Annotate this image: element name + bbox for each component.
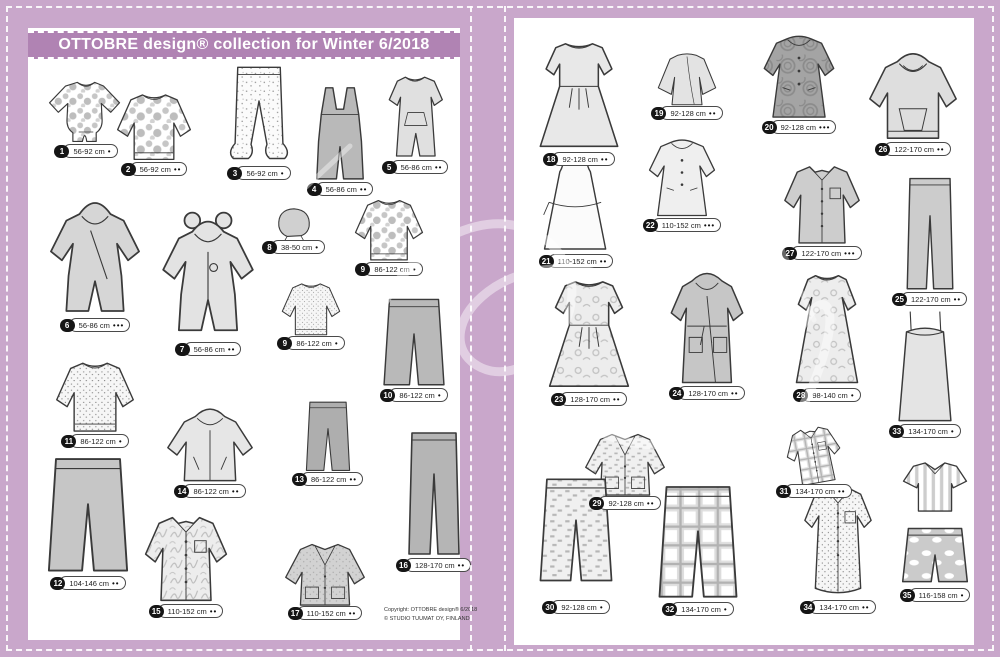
pattern-label (292, 472, 363, 486)
copyright-line-2: © STUDIO TUUMAT OY, FINLAND (384, 616, 470, 623)
pattern-label (396, 558, 471, 572)
size-range: 86-122 cm •• (301, 472, 363, 486)
size-range: 56-86 cm ••• (69, 318, 131, 332)
pattern-item-7 (152, 198, 264, 356)
pattern-label (539, 254, 614, 268)
pattern-item-18 (528, 38, 630, 166)
size-range: 134-170 cm • (898, 424, 960, 438)
pattern-number: 4 (307, 183, 322, 196)
size-range: 86-122 cm •• (183, 484, 245, 498)
pattern-label (875, 142, 950, 156)
difficulty-dots: •• (953, 294, 962, 304)
left-page (28, 28, 478, 640)
pattern-number: 3 (227, 167, 242, 180)
difficulty-dots: • (950, 426, 955, 436)
size-range: 56-86 cm •• (316, 182, 374, 196)
difficulty-dots: • (315, 242, 320, 252)
pattern-number: 7 (175, 343, 190, 356)
pattern-number: 9 (277, 337, 292, 350)
pattern-item-4 (300, 86, 380, 196)
pattern-label (61, 434, 128, 448)
size-range: 116-158 cm • (909, 588, 971, 602)
pajama-shorts-drawing (897, 520, 973, 592)
difficulty-dots: • (850, 390, 855, 400)
pattern-number: 20 (762, 121, 777, 134)
pattern-label (892, 292, 967, 306)
dungarees-drawing (300, 86, 380, 186)
pattern-label (800, 600, 875, 614)
bathrobe-drawing (650, 266, 764, 390)
difficulty-dots: • (960, 590, 965, 600)
bear-ear-overall-drawing (152, 198, 264, 346)
size-range: 86-122 cm • (286, 336, 344, 350)
difficulty-dots: • (334, 338, 339, 348)
size-range: 122-170 cm •• (901, 292, 967, 306)
copyright-notice (384, 606, 477, 625)
pattern-label (288, 606, 363, 620)
drawstring-pants-drawing (897, 174, 963, 296)
pattern-number: 15 (149, 605, 164, 618)
size-range: 86-122 cm • (364, 262, 422, 276)
size-range: 92-128 cm • (551, 600, 609, 614)
pattern-item-9-plain (256, 280, 366, 350)
slip-nightdress-drawing (886, 306, 964, 428)
header-banner (28, 31, 460, 59)
pattern-number: 1 (54, 145, 69, 158)
size-range: 92-128 cm ••• (771, 120, 837, 134)
hoodie-drawing (856, 44, 970, 146)
difficulty-dots: • (412, 264, 417, 274)
pattern-label (793, 388, 860, 402)
collection-title: OTTOBRE design® collection for Winter 6/2018 (58, 36, 430, 53)
pattern-label (277, 336, 344, 350)
pattern-item-24 (650, 266, 764, 400)
pattern-item-28 (774, 270, 880, 402)
difficulty-dots: •• (227, 344, 236, 354)
pattern-label (380, 388, 447, 402)
difficulty-dots: ••• (819, 122, 831, 132)
pattern-label (54, 144, 117, 158)
dotted-sweater-drawing (36, 358, 154, 438)
pattern-label (121, 162, 188, 176)
pattern-number: 31 (776, 485, 791, 498)
size-range: 104-146 cm •• (59, 576, 125, 590)
pattern-label (651, 106, 722, 120)
pattern-item-21 (532, 152, 620, 268)
pajama-pants-drawing (534, 458, 618, 604)
difficulty-dots: • (723, 604, 728, 614)
size-range: 56-92 cm • (236, 166, 290, 180)
pleated-dress-drawing (528, 38, 630, 156)
pattern-number: 14 (174, 485, 189, 498)
fleece-hooded-jacket-drawing (148, 400, 272, 488)
difficulty-dots: •• (838, 486, 846, 496)
pleated-pants-drawing (294, 398, 362, 476)
romper-drawing (372, 74, 458, 164)
wide-pants-drawing (374, 294, 454, 392)
pattern-item-23 (528, 276, 650, 406)
difficulty-dots: ••• (112, 320, 125, 330)
pattern-item-33 (886, 306, 964, 438)
pattern-label (175, 342, 242, 356)
pattern-number: 19 (651, 107, 666, 120)
pattern-item-9-printed (338, 196, 440, 276)
size-range: 86-122 cm • (389, 388, 447, 402)
pattern-item-16 (396, 428, 471, 572)
size-range: 110-152 cm ••• (652, 218, 721, 232)
pattern-label (900, 588, 971, 602)
difficulty-dots: •• (348, 608, 357, 618)
pajama-tshirt-drawing (894, 458, 976, 516)
sleeveless-dress-drawing (532, 152, 620, 258)
pattern-label (776, 484, 851, 498)
pattern-number: 9 (355, 263, 370, 276)
size-range: 56-92 cm •• (130, 162, 188, 176)
pattern-label (889, 424, 960, 438)
size-range: 134-170 cm •• (809, 600, 875, 614)
pattern-label (662, 602, 733, 616)
pattern-item-8 (262, 204, 325, 254)
size-range: 56-86 cm •• (391, 160, 449, 174)
pattern-label (50, 576, 125, 590)
size-range: 92-128 cm •• (598, 496, 660, 510)
pattern-label (782, 246, 861, 260)
size-range: 122-170 cm ••• (791, 246, 861, 260)
difficulty-dots: •• (173, 164, 182, 174)
flounce-dress-drawing (528, 276, 650, 396)
pattern-number: 29 (589, 497, 604, 510)
printed-sweatshirt-drawing (338, 196, 440, 266)
pattern-label (643, 218, 721, 232)
pattern-item-5 (372, 74, 458, 174)
size-range: 92-128 cm •• (660, 106, 722, 120)
pattern-item-17 (264, 538, 386, 620)
pattern-number: 32 (662, 603, 677, 616)
difficulty-dots: •• (112, 578, 120, 588)
snap-side-pants-drawing (40, 452, 136, 580)
difficulty-dots: • (280, 168, 285, 178)
slim-pants-drawing (401, 428, 467, 562)
pattern-item-20 (742, 32, 856, 134)
pattern-item-10 (374, 294, 454, 402)
pattern-number: 22 (643, 219, 658, 232)
pattern-label (762, 120, 837, 134)
size-range: 122-170 cm •• (884, 142, 950, 156)
pattern-label (262, 240, 325, 254)
pattern-item-2 (108, 90, 200, 176)
pattern-item-14 (148, 400, 272, 498)
pattern-number: 27 (782, 247, 797, 260)
pattern-item-11 (36, 358, 154, 448)
bonnet-drawing (264, 204, 324, 244)
pattern-item-12 (40, 452, 136, 590)
pattern-item-19 (636, 50, 738, 120)
pattern-number: 35 (900, 589, 915, 602)
pattern-number: 8 (262, 241, 277, 254)
pattern-number: 21 (539, 255, 554, 268)
difficulty-dots: •• (646, 498, 655, 508)
footed-leggings-drawing (218, 62, 300, 170)
difficulty-dots: ••• (703, 220, 716, 230)
difficulty-dots: • (437, 390, 442, 400)
difficulty-dots: •• (600, 154, 609, 164)
pattern-item-13 (292, 398, 363, 486)
difficulty-dots: •• (708, 108, 717, 118)
size-range: 134-170 cm • (671, 602, 733, 616)
difficulty-dots: •• (613, 394, 621, 404)
size-range: 134-170 cm •• (785, 484, 851, 498)
difficulty-dots: • (599, 602, 604, 612)
size-range: 86-122 cm • (70, 434, 128, 448)
size-range: 128-170 cm •• (678, 386, 744, 400)
pattern-label (307, 182, 374, 196)
difficulty-dots: • (118, 436, 123, 446)
blazer-drawing (264, 538, 386, 610)
pattern-item-30 (534, 458, 618, 614)
size-range: 56-92 cm • (63, 144, 117, 158)
size-range: 128-170 cm •• (560, 392, 626, 406)
baby-shirt-drawing (108, 90, 200, 166)
pattern-number: 28 (793, 389, 808, 402)
difficulty-dots: •• (434, 162, 443, 172)
pattern-label (669, 386, 744, 400)
size-range: 110-152 cm •• (158, 604, 224, 618)
shirt-jacket-drawing (758, 158, 886, 250)
difficulty-dots: •• (862, 602, 870, 612)
pattern-label (543, 152, 614, 166)
snowsuit-drawing (30, 192, 160, 322)
pattern-label (542, 600, 609, 614)
pattern-number: 30 (542, 601, 557, 614)
size-range: 56-86 cm •• (184, 342, 242, 356)
pattern-number: 11 (61, 435, 76, 448)
flared-cardigan-drawing (636, 50, 738, 110)
pattern-number: 34 (800, 601, 815, 614)
difficulty-dots: •• (457, 560, 466, 570)
difficulty-dots: •• (349, 474, 358, 484)
pattern-number: 25 (892, 293, 907, 306)
pattern-number: 23 (551, 393, 566, 406)
pattern-number: 13 (292, 473, 307, 486)
difficulty-dots: •• (731, 388, 739, 398)
size-range: 128-170 cm •• (405, 558, 471, 572)
pattern-item-25 (892, 174, 967, 306)
right-page (514, 18, 974, 645)
pattern-number: 12 (50, 577, 65, 590)
difficulty-dots: •• (937, 144, 945, 154)
size-range: 98-140 cm • (802, 388, 860, 402)
size-range: 38-50 cm • (271, 240, 325, 254)
printed-shirt-drawing (130, 508, 242, 608)
difficulty-dots: •• (231, 486, 240, 496)
size-range: 110-152 cm •• (297, 606, 363, 620)
size-range: 110-152 cm •• (548, 254, 614, 268)
pattern-item-6 (30, 192, 160, 332)
pattern-number: 26 (875, 143, 890, 156)
collared-coat-drawing (622, 136, 742, 222)
pattern-label (174, 484, 245, 498)
pattern-item-22 (622, 136, 742, 232)
rose-coat-drawing (742, 32, 856, 124)
copyright-line-1: Copyright: OTTOBRE design® 6/2018 (384, 607, 478, 613)
difficulty-dots: •• (359, 184, 368, 194)
pattern-item-3 (218, 62, 300, 180)
sweatshirt-drawing (256, 280, 366, 340)
pattern-number: 16 (396, 559, 411, 572)
pattern-number: 10 (380, 389, 395, 402)
pattern-number: 2 (121, 163, 136, 176)
nightshirt-drawing (784, 482, 892, 604)
difficulty-dots: ••• (844, 248, 856, 258)
size-range: 92-128 cm •• (552, 152, 614, 166)
pattern-label (382, 160, 449, 174)
pattern-number: 5 (382, 161, 397, 174)
difficulty-dots: •• (209, 606, 218, 616)
spine-dash-right (504, 6, 506, 651)
pattern-number: 17 (288, 607, 303, 620)
pattern-label (589, 496, 660, 510)
pattern-item-35 (894, 458, 976, 602)
pattern-label (551, 392, 626, 406)
nightgown-drawing (774, 270, 880, 392)
difficulty-dots: •• (599, 256, 608, 266)
pattern-item-26 (856, 44, 970, 156)
pattern-number: 18 (543, 153, 558, 166)
difficulty-dots: • (107, 146, 112, 156)
pattern-item-15 (130, 508, 242, 618)
pattern-label (149, 604, 224, 618)
pattern-number: 6 (60, 319, 75, 332)
pattern-label (227, 166, 290, 180)
pattern-label (60, 318, 131, 332)
pattern-number: 33 (889, 425, 904, 438)
pattern-number: 24 (669, 387, 684, 400)
pattern-item-27 (758, 158, 886, 260)
pattern-label (355, 262, 422, 276)
pattern-item-34 (784, 482, 892, 614)
